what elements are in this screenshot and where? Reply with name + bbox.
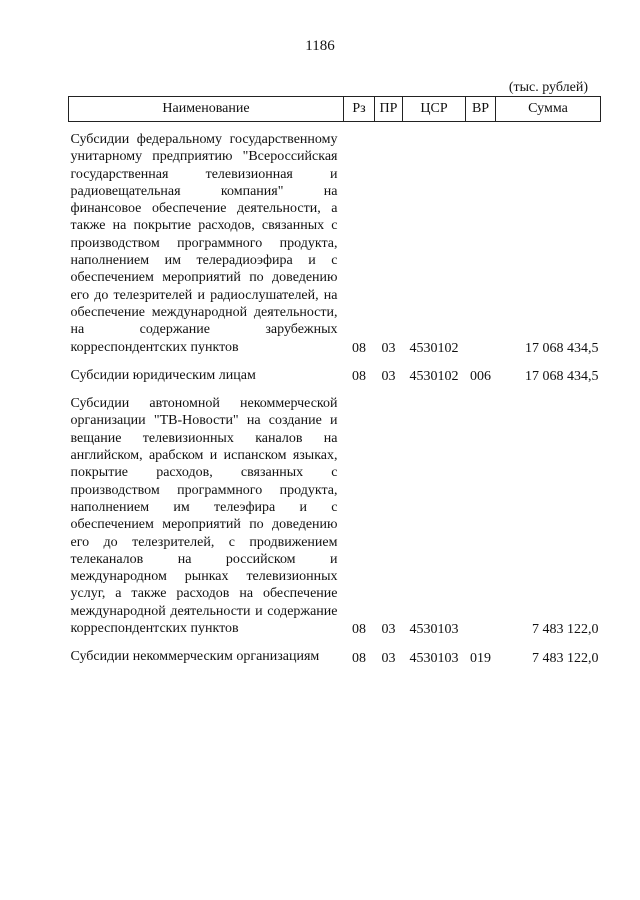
row-name-text: Субсидии федеральному государственному унитарному предприятию "Всероссийская государственная телевизионная и радиовещательная компания" на финансовое обеспечение деятельности, а также на покрытие расходов, связанных с производством программного продукта, наполнением им телерадиоэфира и с обеспечением мероприятий по доведению его до телезрителей и радиослушателей, на обеспечение международной деятельности, на содержание зарубежных корреспондентских пунктов: [70, 132, 338, 355]
row-vr: [466, 122, 496, 358]
header-rz: Рз: [344, 97, 375, 122]
row-pr: 03: [381, 622, 396, 638]
row-csr: 4530103: [409, 622, 459, 638]
row-sum: 17 068 434,5: [525, 369, 599, 385]
table-row: [69, 122, 601, 358]
row-sum: 17 068 434,5: [525, 340, 599, 356]
header-vr: ВР: [466, 97, 496, 122]
row-sum: 7 483 122,0: [532, 622, 599, 638]
table-header: [69, 97, 601, 122]
row-name: [69, 358, 344, 386]
header-csr: ЦСР: [403, 97, 466, 122]
row-pr: 03: [381, 340, 396, 356]
row-name-text: Субсидии автономной некоммерческой организации "ТВ-Новости" на создание и вещание телевизионных каналов на английском, арабском и испанском языках, покрытие расходов, связанных с производством программного продукта, наполнением им телеэфира и с обеспечением мероприятий по доведению его до телезрителей, с продвижением телеканалов на российском и международном рынках телевизионных услуг, а также расходов на обеспечение международной деятельности и содержание корреспондентских пунктов: [70, 396, 338, 637]
table-row: [69, 386, 601, 639]
table-row: [69, 358, 601, 386]
row-name-text: Субсидии юридическим лицам: [70, 367, 256, 383]
row-name: [69, 639, 344, 667]
row-pr: 03: [381, 650, 396, 666]
row-rz: 08: [352, 369, 366, 385]
row-vr: 019: [470, 650, 491, 666]
row-sum: 7 483 122,0: [532, 650, 599, 666]
header-name: Наименование: [69, 97, 344, 122]
row-vr: [466, 386, 496, 639]
row-name: [69, 122, 344, 358]
row-pr: 03: [381, 369, 396, 385]
row-rz: 08: [352, 650, 366, 666]
units-label: (тыс. рублей): [508, 80, 588, 95]
row-csr: 4530102: [409, 369, 459, 385]
page-number: 1186: [305, 38, 335, 54]
row-csr: 4530102: [409, 340, 459, 356]
header-pr: ПР: [375, 97, 403, 122]
budget-table: [68, 96, 601, 668]
row-rz: 08: [352, 622, 366, 638]
table-row: [69, 639, 601, 667]
row-vr: 006: [470, 369, 491, 385]
row-name: [69, 386, 344, 639]
row-name-text: Субсидии некоммерческим организациям: [70, 649, 320, 665]
header-sum: Сумма: [496, 97, 601, 122]
row-rz: 08: [352, 340, 366, 356]
row-csr: 4530103: [409, 650, 459, 666]
